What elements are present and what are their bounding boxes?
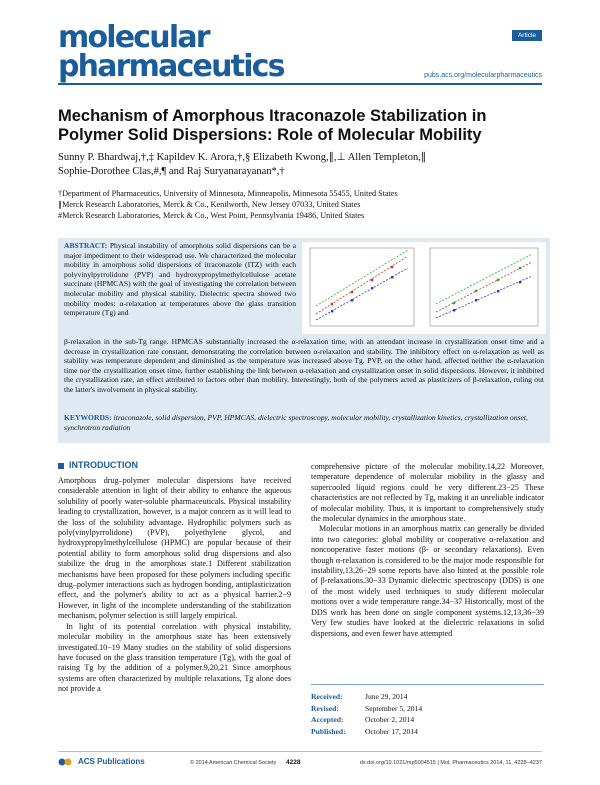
section-heading-introduction: [58, 460, 138, 470]
abstract-label: ABSTRACT:: [64, 241, 108, 250]
date-value: October 17, 2014: [365, 726, 418, 736]
journal-logo: [58, 20, 284, 84]
intro-paragraph-3: comprehensive picture of the molecular mobility.14,22 Moreover, temperature dependence of molecular mobility in the glassy and supercooled liquid regions could be very different.23−25 These characteristics are not reflected by Tg, making it an unreliable indicator of molecular mobility. Thus, it is important to comprehensively study the molecular dynamics in the amorphous state.: [311, 462, 544, 524]
date-label: Accepted:: [311, 715, 344, 724]
article-title: Mechanism of Amorphous Itraconazole Stabilization in Polymer Solid Dispersions: Role of Molecular Mobility: [58, 107, 487, 144]
intro-paragraph-2: In light of its potential correlation with physical instability, molecular mobility in the amorphous state has been extensively investigated.10−19 Many studies on the stability of solid dispersions have focused on the glass transition temperature (Tg), with the goal of raising Tg by the addition of a polymer.9,20,21 Since amorphous systems are often characterized by multiple relaxations, Tg alone does not provide a: [58, 621, 291, 694]
date-label: Received:: [311, 692, 343, 701]
keywords-label: KEYWORDS:: [64, 413, 112, 422]
affiliation-1: †Department of Pharmaceutics, University of Minnesota, Minneapolis, Minnesota 55455, United States: [58, 189, 398, 198]
affiliations: [58, 188, 538, 221]
date-row: [311, 691, 544, 703]
left-column: [58, 476, 291, 695]
publisher-name: ACS Publications: [78, 757, 145, 767]
acs-logo-icon: [58, 757, 76, 767]
acs-publications-logo[interactable]: [58, 757, 145, 767]
section-heading-text: INTRODUCTION: [69, 460, 138, 470]
keywords-list: itraconazole, solid dispersion, PVP, HPMCAS, dielectric spectroscopy, molecular mobility, crystallization kinetics, crystallization onset, synchrotron radiation: [64, 413, 528, 432]
date-label: Published:: [311, 726, 346, 736]
affiliation-3: #Merck Research Laboratories, Merck & Co., West Point, Pennsylvania 19486, United States: [58, 211, 365, 220]
abstract-part-1: [64, 241, 296, 318]
header-divider: [58, 83, 542, 85]
journal-logo-line1: molecular: [58, 20, 209, 55]
keywords: [64, 413, 544, 432]
journal-url-link[interactable]: pubs.acs.org/molecularpharmaceutics: [424, 72, 542, 79]
journal-logo-line2: pharmaceutics: [58, 48, 284, 84]
intro-paragraph-1: Amorphous drug–polymer molecular dispersions have received considerable attention in light of their ability to enhance the aqueous solubility of poorly water-soluble pharmaceuticals. Physical instability leading to crystallization, however, is a major concern as it will lead to the loss of the solubility advantage. Hydrophilic polymers such as poly(vinylpyrrolidone) (PVP), polyethylene glycol, and hydroxypropylmethylcellulose (HPMC) are popular because of their potential ability to form amorphous solid drug dispersions and also stabilize the drug in the amorphous state.1 Different stabilization mechanisms have been proposed for these polymers including specific drug–polymer interactions such as hydrogen bonding, antiplasticization effect, and the polymer's ability to act as a physical barrier.2−9 However, in light of the incomplete understanding of the stabilization mechanism, polymer selection is still largely empirical.: [58, 476, 291, 621]
publication-dates: [311, 684, 544, 737]
abstract-text-2: β-relaxation in the sub-Tg range. HPMCAS substantially increased the α-relaxation time, with an attendant increase in crystallization onset time and a decrease in crystallization rate constant, demonstrating the correlation between α-relaxation and stability. The inhibitory effect on α-relaxation as well as stability was temperature dependent and diminished as the temperature was increased above Tg. PVP, on the other hand, affected neither the α-relaxation time nor the crystallization onset time, further establishing the link between α-relaxation and crystallization onset in solid dispersions. However, it inhibited the crystallization rate, an effect attributed to factors other than mobility. Interestingly, both of the polymers acted as plasticizers of β-relaxation, ruling out the latter's involvement in physical stability.: [64, 337, 544, 394]
article-type-tab: Article: [512, 30, 542, 41]
date-value: June 29, 2014: [365, 692, 408, 701]
date-value: October 2, 2014: [365, 715, 415, 724]
author-list: [58, 151, 538, 179]
date-row: [311, 703, 544, 715]
page-number: 4228: [286, 759, 301, 766]
affiliation-2: ∥Merck Research Laboratories, Merck & Co., Kenilworth, New Jersey 07033, United States: [58, 200, 361, 209]
date-value: September 5, 2014: [365, 703, 423, 713]
toc-graphic: [302, 242, 546, 334]
date-row: [311, 726, 544, 738]
right-column: [311, 462, 544, 639]
footer-divider: [58, 751, 542, 752]
date-label: Revised:: [311, 703, 339, 713]
abstract-text-1: Physical instability of amorphous solid dispersions can be a major impediment to their widespread use. We characterized the molecular mobility in amorphous solid dispersions of itraconazole (ITZ) with each polyvinylpyrrolidone (PVP) and hydroxypropylmethylcellulose acetate succinate (HPMCAS) with the goal of investigating the correlation between molecular mobility and physical stability. Dielectric spectra showed two mobility modes: α-relaxation at temperatures above the glass transition temperature (Tg) and: [64, 241, 296, 318]
author-line-1: Sunny P. Bhardwaj,†,‡ Kapildev K. Arora,†,§ Elizabeth Kwong,∥,⊥ Allen Templeton,∥: [58, 152, 427, 163]
author-line-2: Sophie-Dorothee Clas,#,¶ and Raj Suryanarayanan*,†: [58, 166, 285, 177]
section-marker-icon: [58, 463, 64, 469]
copyright-notice: © 2014 American Chemical Society: [190, 760, 277, 766]
doi-citation[interactable]: dx.doi.org/10.1021/mp5004515 | Mol. Pharmaceutics 2014, 11, 4228−4237: [359, 760, 542, 766]
intro-paragraph-4: Molecular motions in an amorphous matrix can generally be divided into two categories: global mobility or cooperative α-relaxation and noncooperative faster motions (β- or secondary relaxations). Even though α-relaxation is considered to be the major mode responsible for instability,13,26−29 some reports have also hinted at the possible role of β-relaxations.30−33 Dynamic dielectric spectroscopy (DDS) is one of the most widely used techniques to study different molecular motions over a wide temperature range.34−37 Historically, most of the DDS work has been done on single component systems.12,13,36−39 Very few studies have looked at the dielectric relaxations in solid dispersions, and even fewer have attempted: [311, 524, 544, 638]
date-row: [311, 714, 544, 726]
